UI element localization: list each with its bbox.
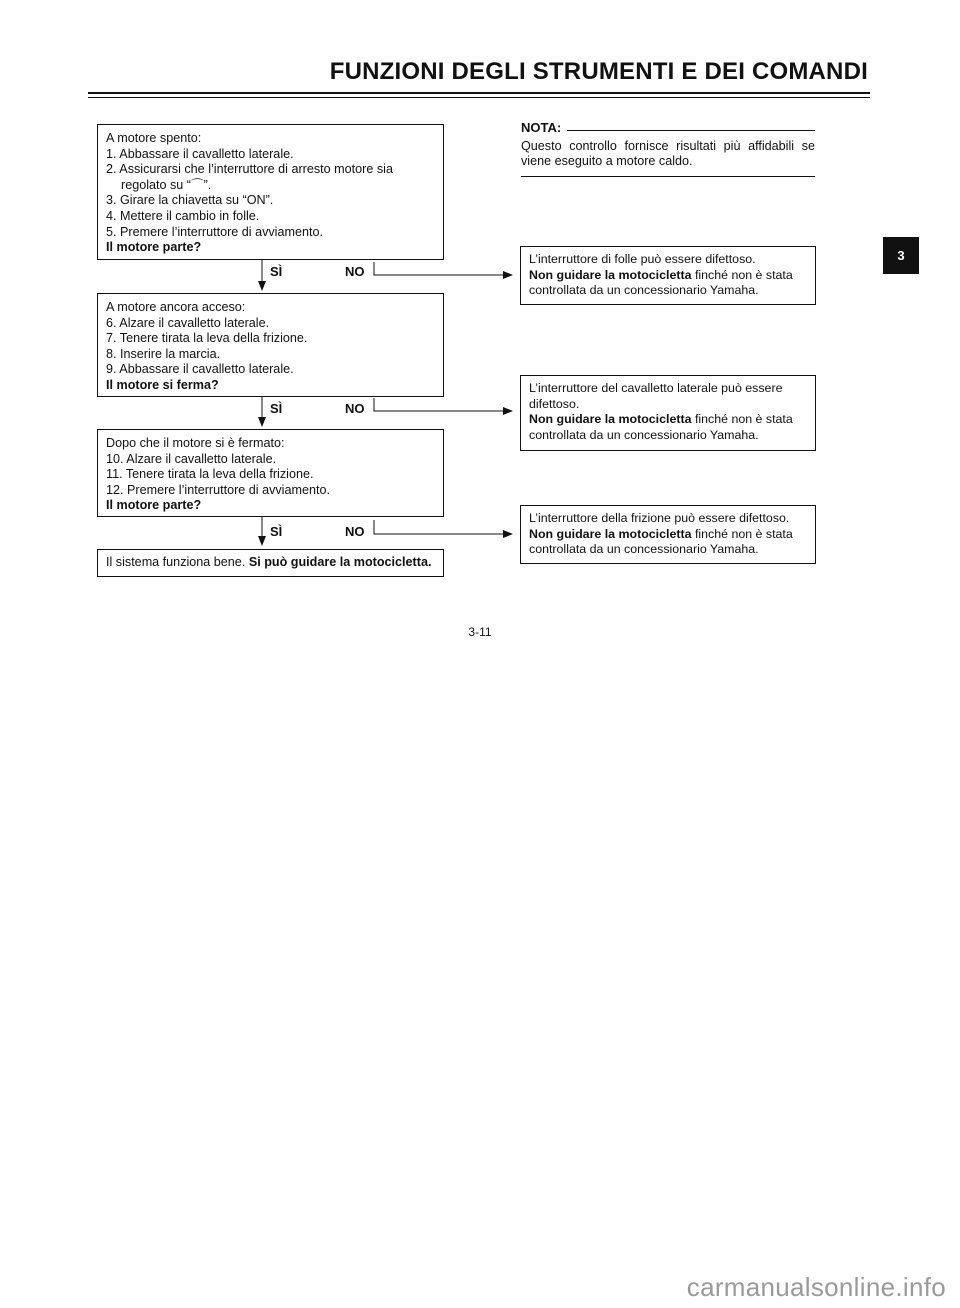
final-box xyxy=(97,549,444,577)
step2-line: 9. Abbassare il cavalletto laterale. xyxy=(106,362,294,377)
no-label-2: NO xyxy=(345,401,365,416)
step3-question: Il motore parte? xyxy=(106,498,202,513)
watermark: carmanualsonline.info xyxy=(686,1272,946,1302)
nota-text: Questo controllo fornisce risultati più affidabili se viene eseguito a motore caldo. xyxy=(521,138,815,169)
fault-box-1 xyxy=(520,246,816,305)
step2-line: A motore ancora acceso: xyxy=(106,300,246,314)
step1-line: 4. Mettere il cambio in folle. xyxy=(106,208,260,223)
page-title: FUNZIONI DEGLI STRUMENTI E DEI COMANDI xyxy=(329,58,868,85)
no-arrow-1 xyxy=(374,262,512,275)
nota-rule xyxy=(567,130,815,131)
step2-line: 6. Alzare il cavalletto laterale. xyxy=(106,315,270,330)
step2-line: 7. Tenere tirata la leva della frizione. xyxy=(106,331,308,346)
fault-box-3 xyxy=(520,505,816,564)
yes-label-1: SÌ xyxy=(270,264,283,279)
no-label-1: NO xyxy=(345,264,365,279)
no-arrow-3 xyxy=(374,520,512,534)
no-arrow-2 xyxy=(374,398,512,411)
fault1-text: L’interruttore di folle può essere difettoso. xyxy=(529,252,756,266)
final-bold-text: Si può guidare la motocicletta. xyxy=(248,555,432,569)
fault2-rest: finché non è stata controllata da un concessionario Yamaha. xyxy=(529,412,793,442)
nota-title: NOTA: xyxy=(521,120,562,135)
step1-line: 1. Abbassare il cavalletto laterale. xyxy=(106,146,294,161)
nota-bottom-rule xyxy=(521,176,815,177)
step3-line: Dopo che il motore si è fermato: xyxy=(106,436,285,450)
final-text: Il sistema funziona bene. xyxy=(106,555,246,569)
fault1-rest: finché non è stata controllata da un concessionario Yamaha. xyxy=(529,267,793,298)
fault3-warning: Non guidare la motocicletta xyxy=(529,526,692,541)
step2-line: 8. Inserire la marcia. xyxy=(106,346,221,361)
fault-box-2 xyxy=(520,375,816,451)
step1-line: 3. Girare la chiavetta su “ON”. xyxy=(106,193,274,208)
step3-line: 10. Alzare il cavalletto laterale. xyxy=(106,451,277,466)
step3-line: 12. Premere l’interruttore di avviamento. xyxy=(106,482,330,497)
step1-line: regolato su “⌒”. xyxy=(121,177,212,192)
fault2-warning: Non guidare la motocicletta xyxy=(529,412,692,427)
no-label-3: NO xyxy=(345,524,365,539)
fault3-text: L’interruttore della frizione può essere difettoso. xyxy=(529,511,790,525)
step-box-1 xyxy=(97,124,444,260)
fault1-warning: Non guidare la motocicletta xyxy=(529,267,692,282)
step3-line: 11. Tenere tirata la leva della frizione. xyxy=(106,467,314,482)
step-box-2 xyxy=(97,293,444,397)
step1-line: A motore spento: xyxy=(106,131,202,145)
fault2-text: L’interruttore del cavalletto laterale può essere difettoso. xyxy=(529,381,783,411)
section-tab: 3 xyxy=(883,237,919,274)
yes-label-2: SÌ xyxy=(270,401,283,416)
fault3-rest: finché non è stata controllata da un concessionario Yamaha. xyxy=(529,526,793,557)
step-box-3 xyxy=(97,429,444,517)
step1-question: Il motore parte? xyxy=(106,240,202,255)
step1-line: 5. Premere l’interruttore di avviamento. xyxy=(106,224,323,239)
yes-label-3: SÌ xyxy=(270,524,283,539)
page-number: 3-11 xyxy=(468,625,492,639)
step2-question: Il motore si ferma? xyxy=(106,377,219,392)
nota-block xyxy=(521,120,815,177)
step1-line: 2. Assicurarsi che l’interruttore di arresto motore sia xyxy=(106,162,393,177)
